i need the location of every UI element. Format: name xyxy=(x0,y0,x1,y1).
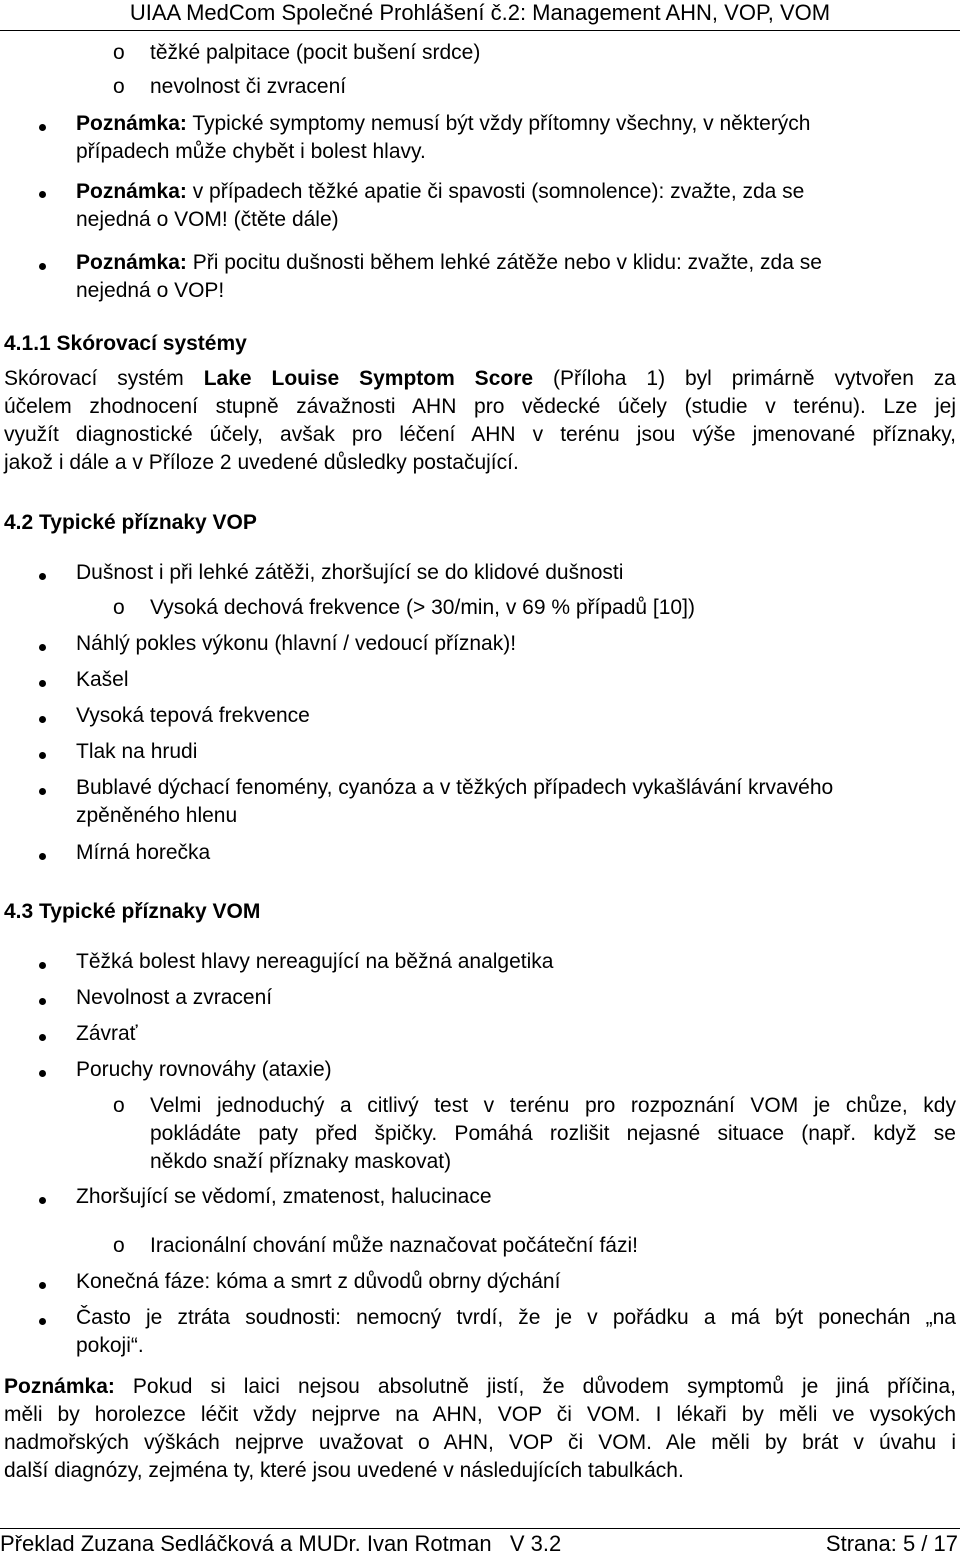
list-item: Tlak na hrudi xyxy=(76,740,198,763)
bullet-icon xyxy=(39,1318,46,1325)
final-note-line: měli by horolezce léčit vždy nejprve na AHN, VOP či VOM. I lékaři by měli ve vysokých xyxy=(4,1403,956,1426)
paragraph-line: Skórovací systém Lake Louise Symptom Score (Příloha 1) byl primárně vytvořen za xyxy=(4,367,956,390)
list-item: pokoji“. xyxy=(76,1334,144,1357)
list-item: Nevolnost a zvracení xyxy=(76,986,273,1009)
bullet-icon xyxy=(39,1034,46,1041)
bullet-icon xyxy=(39,1282,46,1289)
sub-bullet-marker: o xyxy=(113,1234,125,1257)
list-item: Mírná horečka xyxy=(76,841,211,864)
section-heading-4-3: 4.3 Typické příznaky VOM xyxy=(4,900,261,923)
list-item: Poruchy rovnováhy (ataxie) xyxy=(76,1058,332,1081)
bullet-icon xyxy=(39,644,46,651)
bullet-icon xyxy=(39,124,46,131)
list-item: těžké palpitace (pocit bušení srdce) xyxy=(150,41,481,64)
bullet-icon xyxy=(39,853,46,860)
list-item: Bublavé dýchací fenomény, cyanóza a v těžkých případech vykašlávání krvavého xyxy=(76,776,834,799)
list-item: Vysoká dechová frekvence (> 30/min, v 69 % případů [10]) xyxy=(150,596,695,619)
note-line: nejedná o VOP! xyxy=(76,279,225,302)
sub-bullet-marker: o xyxy=(113,41,125,64)
section-heading-4-1-1: 4.1.1 Skórovací systémy xyxy=(4,332,247,355)
bullet-icon xyxy=(39,263,46,270)
page-header: UIAA MedCom Společné Prohlášení č.2: Management AHN, VOP, VOM xyxy=(0,0,960,31)
note-line: Poznámka: v případech těžké apatie či spavosti (somnolence): zvažte, zda se xyxy=(76,180,805,203)
list-item: Vysoká tepová frekvence xyxy=(76,704,310,727)
list-item: Iracionální chování může naznačovat počáteční fázi! xyxy=(150,1234,638,1257)
sub-bullet-marker: o xyxy=(113,1094,125,1117)
list-item: Často je ztráta soudnosti: nemocný tvrdí, že je v pořádku a má být ponechán „na xyxy=(76,1306,956,1329)
list-item: zpěněného hlenu xyxy=(76,804,238,827)
bullet-icon xyxy=(39,752,46,759)
bullet-icon xyxy=(39,191,46,198)
bullet-icon xyxy=(39,1070,46,1077)
list-item: Závrať xyxy=(76,1022,138,1045)
final-note-line: další diagnózy, zejména ty, které jsou uvedené v následujících tabulkách. xyxy=(4,1459,684,1482)
footer-translator: Překlad Zuzana Sedláčková a MUDr. Ivan Rotman V 3.2 xyxy=(0,1531,562,1556)
list-item: pokládáte paty před špičky. Pomáhá rozlišit nejasné situace (např. když se xyxy=(150,1122,956,1145)
page-number: Strana: 5 / 17 xyxy=(825,1531,958,1556)
list-item: Těžká bolest hlavy nereagující na běžná analgetika xyxy=(76,950,554,973)
bullet-icon xyxy=(39,788,46,795)
list-item: někdo snaží příznaky maskovat) xyxy=(150,1150,452,1173)
list-item: Kašel xyxy=(76,668,129,691)
bullet-icon xyxy=(39,716,46,723)
final-note-line: Poznámka: Pokud si laici nejsou absolutně jistí, že důvodem symptomů je jiná příčina, xyxy=(4,1375,956,1398)
bullet-icon xyxy=(39,962,46,969)
list-item: Zhoršující se vědomí, zmatenost, halucinace xyxy=(76,1185,492,1208)
list-item: Dušnost i při lehké zátěži, zhoršující se do klidové dušnosti xyxy=(76,561,624,584)
bullet-icon xyxy=(39,680,46,687)
note-line: nejedná o VOM! (čtěte dále) xyxy=(76,208,339,231)
list-item: Velmi jednoduchý a citlivý test v terénu pro rozpoznání VOM je chůze, kdy xyxy=(150,1094,956,1117)
page-footer xyxy=(0,1528,960,1555)
final-note-line: nadmořských výškách nejprve uvažovat o AHN, VOP či VOM. Ale měli by brát v úvahu i xyxy=(4,1431,956,1454)
list-item: Konečná fáze: kóma a smrt z důvodů obrny dýchání xyxy=(76,1270,561,1293)
sub-bullet-marker: o xyxy=(113,596,125,619)
bullet-icon xyxy=(39,998,46,1005)
note-line: Poznámka: Při pocitu dušnosti během lehké zátěže nebo v klidu: zvažte, zda se xyxy=(76,251,822,274)
bullet-icon xyxy=(39,1197,46,1204)
section-heading-4-2: 4.2 Typické příznaky VOP xyxy=(4,511,257,534)
list-item: nevolnost či zvracení xyxy=(150,75,347,98)
paragraph-line: využít diagnostické účely, avšak pro léčení AHN v terénu jsou výše jmenované příznaky, xyxy=(4,423,956,446)
bullet-icon xyxy=(39,573,46,580)
sub-bullet-marker: o xyxy=(113,75,125,98)
list-item: Náhlý pokles výkonu (hlavní / vedoucí příznak)! xyxy=(76,632,517,655)
paragraph-line: účelem zhodnocení stupně závažnosti AHN pro vědecké účely (studie v terénu). Lze jej xyxy=(4,395,956,418)
note-line: případech může chybět i bolest hlavy. xyxy=(76,140,426,163)
paragraph-line: jakož i dále a v Příloze 2 uvedené důsledky postačující. xyxy=(4,451,519,474)
note-line: Poznámka: Typické symptomy nemusí být vždy přítomny všechny, v některých xyxy=(76,112,811,135)
